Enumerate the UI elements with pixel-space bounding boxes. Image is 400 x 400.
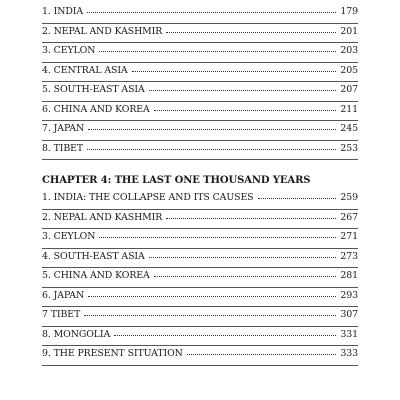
- toc-entry-page-number: 307: [340, 309, 358, 320]
- dot-leader: [87, 4, 336, 14]
- toc-section-previous-chapter: [42, 4, 358, 160]
- toc-entry-title: 6. JAPAN: [42, 289, 85, 301]
- dot-leader: [88, 121, 336, 131]
- dot-leader: [87, 141, 336, 151]
- toc-entry-page-number: 253: [340, 142, 358, 154]
- toc-entry-title: 6. CHINA AND KOREA: [42, 103, 150, 115]
- toc-entry[interactable]: [42, 4, 358, 24]
- toc-entry[interactable]: [42, 82, 358, 102]
- dot-leader: [99, 229, 336, 239]
- toc-entry-title: 5. SOUTH-EAST ASIA: [42, 84, 145, 95]
- toc-entry[interactable]: [42, 346, 358, 366]
- toc-entry-page-number: 207: [340, 84, 358, 95]
- toc-entry-page-number: 201: [340, 25, 358, 37]
- dot-leader: [132, 63, 336, 73]
- toc-entry-title: 5. CHINA AND KOREA: [42, 270, 150, 281]
- toc-entry[interactable]: [42, 249, 358, 269]
- dot-leader: [154, 102, 336, 112]
- dot-leader: [187, 346, 336, 356]
- dot-leader: [99, 43, 336, 53]
- toc-entry-page-number: 293: [340, 289, 358, 301]
- dot-leader: [258, 190, 336, 200]
- toc-entry-page-number: 267: [340, 211, 358, 223]
- toc-entry[interactable]: [42, 327, 358, 347]
- dot-leader: [84, 307, 336, 317]
- toc-entry-title: 4. SOUTH-EAST ASIA: [42, 250, 145, 262]
- toc-entry-page-number: 271: [340, 231, 358, 242]
- dot-leader: [166, 210, 336, 220]
- toc-entry-title: 1. INDIA: [42, 6, 84, 17]
- toc-entry[interactable]: [42, 141, 358, 161]
- toc-entry-page-number: 205: [340, 64, 358, 76]
- dot-leader: [149, 82, 336, 92]
- toc-entry[interactable]: [42, 307, 358, 327]
- toc-entry-page-number: 179: [340, 6, 358, 17]
- toc-entry[interactable]: [42, 288, 358, 308]
- toc-entry[interactable]: [42, 102, 358, 122]
- toc-entry[interactable]: [42, 121, 358, 141]
- toc-entry[interactable]: [42, 43, 358, 63]
- table-of-contents: [42, 4, 358, 366]
- dot-leader: [114, 327, 336, 337]
- toc-entry-title: 2. NEPAL AND KASHMIR: [42, 211, 163, 223]
- toc-entry[interactable]: [42, 24, 358, 44]
- toc-section-chapter-4: [42, 190, 358, 366]
- toc-entry[interactable]: [42, 210, 358, 230]
- dot-leader: [166, 24, 336, 34]
- dot-leader: [154, 268, 336, 278]
- toc-entry-page-number: 211: [340, 103, 358, 115]
- toc-entry-page-number: 273: [340, 250, 358, 262]
- toc-entry-title: 8. TIBET: [42, 142, 84, 154]
- toc-entry-title: 9. THE PRESENT SITUATION: [42, 348, 183, 359]
- toc-entry-title: 3. CEYLON: [42, 45, 96, 56]
- toc-entry-title: 8. MONGOLIA: [42, 328, 111, 340]
- toc-entry-page-number: 259: [340, 192, 358, 203]
- toc-entry[interactable]: [42, 268, 358, 288]
- dot-leader: [88, 288, 336, 298]
- toc-entry-title: 2. NEPAL AND KASHMIR: [42, 25, 163, 37]
- toc-entry-page-number: 333: [340, 348, 358, 359]
- toc-entry-page-number: 331: [340, 328, 358, 340]
- toc-entry-page-number: 203: [340, 45, 358, 56]
- dot-leader: [149, 249, 336, 259]
- toc-entry-title: 7. JAPAN: [42, 123, 85, 134]
- chapter-heading[interactable]: CHAPTER 4: THE LAST ONE THOUSAND YEARS: [42, 175, 311, 186]
- toc-entry-title: 4. CENTRAL ASIA: [42, 64, 128, 76]
- toc-entry[interactable]: [42, 63, 358, 83]
- toc-entry-title: 3. CEYLON: [42, 231, 96, 242]
- toc-entry-page-number: 281: [340, 270, 358, 281]
- toc-entry[interactable]: [42, 190, 358, 210]
- toc-entry[interactable]: [42, 229, 358, 249]
- toc-entry-title: 7 TIBET: [42, 309, 81, 320]
- toc-entry-page-number: 245: [340, 123, 358, 134]
- toc-entry-title: 1. INDIA: THE COLLAPSE AND ITS CAUSES: [42, 192, 254, 203]
